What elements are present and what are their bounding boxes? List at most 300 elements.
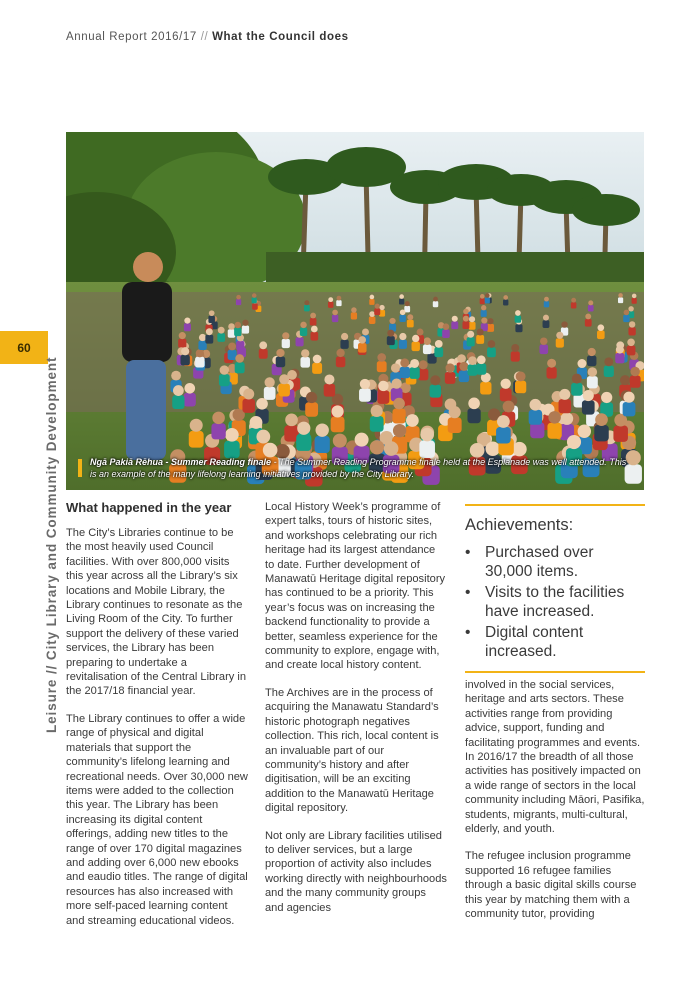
crowd-figure-body bbox=[559, 399, 572, 413]
crowd-figure-head bbox=[304, 300, 309, 305]
crowd-figure-body bbox=[296, 337, 304, 346]
crowd-figure-head bbox=[378, 381, 388, 391]
bullet-icon: • bbox=[465, 544, 471, 561]
crowd-figure-body bbox=[300, 328, 307, 336]
bullet-icon: • bbox=[465, 584, 471, 601]
crowd-figure-head bbox=[588, 300, 593, 305]
crowd-figure-head bbox=[235, 322, 241, 328]
crowd-figure-body bbox=[351, 312, 357, 319]
crowd-figure-head bbox=[627, 338, 635, 346]
paragraph: The City’s Libraries continue to be the most heavily used Council facilities. With over 800,000 visits this year across all the Library’s six locations and Mobile Library, the Library continues to resonate as the Living Room of the City. To further support the delivery of these varied services, the Library has been preparing to undertake a revitalisation of the Central Library in the 2017/18 financial year. bbox=[66, 527, 247, 698]
column-2 bbox=[265, 500, 447, 928]
crowd-figure-body bbox=[324, 384, 335, 397]
crowd-figure-body bbox=[604, 366, 614, 377]
page-number: 60 bbox=[17, 340, 31, 355]
crowd-figure-body bbox=[358, 343, 367, 353]
achievement-item bbox=[465, 543, 645, 581]
crowd-figure-head bbox=[184, 383, 195, 394]
report-title: Annual Report 2016/17 bbox=[66, 31, 197, 43]
crowd-figure-head bbox=[336, 349, 344, 357]
crowd-figure-head bbox=[316, 423, 329, 436]
crowd-figure-body bbox=[543, 320, 550, 328]
crowd-figure-head bbox=[393, 424, 406, 437]
crowd-figure-head bbox=[362, 329, 369, 336]
crowd-figure-body bbox=[480, 382, 491, 395]
crowd-figure-body bbox=[315, 436, 330, 453]
crowd-figure-head bbox=[417, 329, 424, 336]
event-photo bbox=[66, 132, 644, 490]
crowd-figure-head bbox=[236, 295, 241, 300]
crowd-figure-head bbox=[567, 435, 581, 449]
crowd-figure-body bbox=[585, 319, 592, 327]
crowd-figure-body bbox=[467, 364, 477, 375]
crowd-figure-body bbox=[242, 325, 249, 333]
crowd-figure-head bbox=[516, 371, 526, 381]
crowd-figure-body bbox=[476, 364, 486, 375]
crowd-figure-head bbox=[184, 318, 190, 324]
paragraph: The refugee inclusion programme supported 16 refugee families through a basic digital skills course this year by matching them with a community tutor, providing bbox=[465, 850, 637, 921]
crowd-figure-head bbox=[256, 398, 268, 410]
crowd-figure-head bbox=[543, 315, 549, 321]
crowd-figure-body bbox=[451, 321, 458, 329]
crowd-figure-head bbox=[548, 411, 561, 424]
crowd-figure-body bbox=[597, 331, 605, 340]
crowd-figure-head bbox=[265, 377, 275, 387]
crowd-figure-body bbox=[467, 408, 480, 423]
caption-title: Ngā Pakiā Rēhua - Summer Reading finale bbox=[90, 457, 272, 467]
crowd-figure-body bbox=[399, 299, 404, 305]
crowd-figure-head bbox=[301, 349, 309, 357]
crowd-figure-head bbox=[332, 310, 338, 316]
crowd-figure-head bbox=[279, 374, 289, 384]
crowd-figure-head bbox=[630, 367, 640, 377]
crowd-figure-body bbox=[228, 329, 236, 337]
crowd-figure-body bbox=[242, 399, 255, 413]
crowd-figure-head bbox=[423, 337, 431, 345]
crowd-figure-head bbox=[430, 375, 440, 385]
caption-accent-bar bbox=[78, 459, 82, 477]
crowd-figure-body bbox=[387, 336, 395, 345]
crowd-figure-head bbox=[399, 294, 404, 299]
crowd-figure-body bbox=[228, 350, 237, 360]
crowd-figure-body bbox=[544, 301, 549, 307]
crowd-figure-head bbox=[571, 298, 576, 303]
crowd-figure-head bbox=[485, 293, 490, 298]
crowd-figure-head bbox=[220, 365, 229, 374]
paragraph: The Library continues to offer a wide range of physical and digital materials that support the community’s lifelong learning and recreational needs. Over 30,000 new items were added to the collection this year. The Library has been increasing its digital content offerings, adding new titles to the range of over 170 digital magazines and adding over 6,000 new ebooks and eaudio titles. The range of digital resources has also increased with more self-paced learning content and streaming educational videos. bbox=[66, 712, 248, 927]
crowd-figure-head bbox=[488, 340, 496, 348]
crowd-figure-body bbox=[328, 302, 334, 308]
crowd-figure-head bbox=[313, 355, 322, 364]
crowd-figure-head bbox=[306, 392, 317, 403]
paragraph: The Archives are in the process of acquiring the Manawatu Standard’s historic photograph negatives collection. This rich, local content is an invaluable part of our community’s history and after digitisation, will be an exciting addition to the Manawatū Heritage digital repository. bbox=[265, 686, 439, 815]
crowd-figure-head bbox=[583, 390, 594, 401]
crowd-figure-body bbox=[503, 299, 508, 305]
crowd-figure-body bbox=[476, 335, 484, 344]
crowd-figure-head bbox=[297, 422, 310, 435]
crowd-figure-body bbox=[442, 330, 450, 338]
crowd-figure-head bbox=[371, 405, 383, 417]
crowd-figure-head bbox=[628, 306, 633, 311]
crowd-figure-head bbox=[561, 321, 567, 327]
crowd-figure-body bbox=[500, 388, 512, 401]
crowd-figure-head bbox=[256, 430, 270, 444]
crowd-figure-head bbox=[209, 310, 215, 316]
crowd-figure-body bbox=[331, 417, 345, 433]
crowd-figure-head bbox=[276, 349, 284, 357]
crowd-figure-head bbox=[480, 294, 485, 299]
crowd-figure-body bbox=[305, 402, 318, 416]
crowd-figure-body bbox=[481, 310, 487, 317]
crowd-figure-body bbox=[587, 376, 598, 388]
crowd-figure-head bbox=[190, 419, 203, 432]
crowd-figure-head bbox=[387, 330, 394, 337]
crowd-figure-head bbox=[337, 296, 342, 301]
achievements-title: Achievements: bbox=[465, 516, 574, 534]
crowd-figure-head bbox=[515, 310, 521, 316]
crowd-figure-body bbox=[546, 367, 556, 379]
paragraph: Not only are Library facilities utilised to deliver services, but a large proportion of activity also includes working directly with neighbourhoods and the many community groups and agencies bbox=[265, 829, 447, 914]
crowd-figure-head bbox=[228, 342, 236, 350]
paragraph: Local History Week’s programme of expert talks, tours of historic sites, and workshops celebrating our rich heritage had its largest attendance to date. Further development of Manawatū Heritage digital repository has continued to be a priority. This year’s focus was on increasing the backend functionality to provide a better, seamless experience for the community to explore, engage with, and create local history content. bbox=[265, 501, 446, 672]
crowd-figure-head bbox=[632, 294, 637, 299]
crowd-figure-body bbox=[623, 402, 636, 416]
crowd-figure-head bbox=[561, 412, 574, 425]
achievements-box bbox=[465, 504, 645, 673]
crowd-figure-body bbox=[623, 315, 629, 322]
crowd-figure-body bbox=[469, 322, 476, 330]
crowd-figure-head bbox=[218, 327, 225, 334]
crowd-figure-body bbox=[310, 332, 318, 341]
crowd-figure-head bbox=[629, 321, 635, 327]
crowd-figure-body bbox=[234, 328, 241, 336]
crowd-figure-body bbox=[369, 317, 376, 324]
crowd-figure-head bbox=[620, 375, 630, 385]
running-header bbox=[66, 31, 349, 43]
crowd-figure-head bbox=[470, 443, 485, 458]
crowd-figure-body bbox=[276, 357, 285, 368]
crowd-figure-body bbox=[433, 301, 438, 307]
crowd-figure-head bbox=[449, 406, 461, 418]
crowd-figure-body bbox=[407, 320, 414, 328]
crowd-figure-head bbox=[601, 392, 612, 403]
crowd-figure-head bbox=[199, 334, 206, 341]
crowd-figure-body bbox=[515, 381, 526, 394]
crowd-figure-body bbox=[462, 321, 469, 329]
crowd-figure-head bbox=[173, 385, 184, 396]
crowd-figure-head bbox=[616, 346, 624, 354]
crowd-figure-body bbox=[236, 299, 241, 305]
crowd-figure-body bbox=[430, 385, 442, 398]
crowd-figure-body bbox=[219, 374, 230, 386]
crowd-figure-head bbox=[556, 332, 563, 339]
crowd-figure-head bbox=[400, 309, 406, 315]
crowd-figure-body bbox=[515, 324, 522, 332]
crowd-figure-head bbox=[407, 314, 413, 320]
crowd-figure-head bbox=[370, 295, 375, 300]
crowd-figure-body bbox=[618, 297, 623, 303]
crowd-figure-head bbox=[477, 329, 484, 336]
crowd-figure-body bbox=[529, 410, 542, 425]
crowd-figure-head bbox=[406, 414, 419, 427]
crowd-figure-head bbox=[468, 356, 477, 365]
crowd-figure-body bbox=[184, 323, 191, 331]
crowd-figure-head bbox=[578, 425, 591, 438]
crowd-figure-head bbox=[300, 322, 306, 328]
crowd-figure-head bbox=[512, 442, 527, 457]
crowd-figure-head bbox=[577, 359, 586, 368]
crowd-figure-body bbox=[582, 400, 595, 414]
crowd-figure-head bbox=[559, 389, 570, 400]
crowd-figure-head bbox=[310, 313, 316, 319]
crowd-figure-head bbox=[324, 374, 334, 384]
crowd-figure-head bbox=[375, 304, 380, 309]
crowd-figure-head bbox=[384, 441, 399, 456]
crowd-figure-body bbox=[374, 308, 380, 315]
crowd-figure-head bbox=[487, 318, 493, 324]
achievement-text: Purchased over 30,000 items. bbox=[485, 544, 594, 580]
column-3 bbox=[465, 678, 647, 935]
column-1 bbox=[66, 500, 249, 941]
crowd-figure-body bbox=[282, 339, 290, 348]
crowd-figure-head bbox=[503, 295, 508, 300]
crowd-figure-head bbox=[623, 392, 634, 403]
photo-illustration bbox=[66, 132, 644, 490]
crowd-figure-body bbox=[628, 327, 635, 335]
crowd-figure-head bbox=[242, 320, 248, 326]
crowd-figure-head bbox=[443, 323, 450, 330]
crowd-figure-body bbox=[336, 300, 341, 306]
crowd-figure-body bbox=[189, 431, 204, 448]
crowd-figure-body bbox=[487, 347, 496, 357]
crowd-figure-head bbox=[311, 326, 318, 333]
crowd-figure-head bbox=[469, 316, 475, 322]
crowd-figure-body bbox=[485, 298, 490, 304]
crowd-figure-head bbox=[588, 348, 596, 356]
crowd-figure-head bbox=[225, 428, 239, 442]
crowd-figure-body bbox=[511, 351, 520, 361]
crowd-figure-body bbox=[547, 423, 561, 439]
crowd-figure-body bbox=[539, 344, 548, 354]
crowd-figure-head bbox=[624, 310, 630, 316]
crowd-figure-body bbox=[278, 384, 289, 397]
crowd-figure-body bbox=[615, 353, 624, 363]
crowd-figure-body bbox=[613, 426, 628, 442]
crowd-figure-body bbox=[423, 344, 432, 354]
crowd-figure-body bbox=[300, 357, 310, 368]
crowd-figure-head bbox=[405, 301, 410, 306]
crowd-figure-body bbox=[296, 434, 311, 451]
crowd-figure-body bbox=[496, 427, 511, 443]
achievement-item bbox=[465, 583, 645, 621]
crowd-figure-body bbox=[224, 441, 240, 459]
crowd-figure-body bbox=[399, 340, 407, 349]
crowd-figure-body bbox=[211, 423, 225, 439]
crowd-figure-body bbox=[340, 340, 348, 349]
crowd-figure-head bbox=[196, 349, 204, 357]
crowd-figure-body bbox=[487, 324, 494, 332]
crowd-figure-head bbox=[282, 332, 289, 339]
crowd-figure-body bbox=[571, 302, 577, 308]
crowd-figure-head bbox=[235, 354, 244, 363]
crowd-figure-head bbox=[399, 333, 406, 340]
crowd-figure-body bbox=[370, 416, 384, 432]
crowd-figure-head bbox=[179, 332, 186, 339]
side-section-label: Leisure // City Library and Community Development bbox=[44, 356, 59, 733]
caption-text: - The Summer Reading Programme finale held at the Esplanade was well attended. This is an example of the many lifelong learning initiatives provided by the City Library. bbox=[90, 457, 627, 479]
crowd-figure-body bbox=[419, 440, 435, 458]
crowd-figure-head bbox=[457, 354, 466, 363]
achievement-text: Digital content increased. bbox=[485, 624, 584, 660]
crowd-figure-head bbox=[243, 388, 254, 399]
crowd-figure-head bbox=[355, 433, 369, 447]
crowd-figure-head bbox=[598, 324, 605, 331]
crowd-figure-head bbox=[369, 311, 375, 317]
crowd-figure-head bbox=[547, 359, 556, 368]
crowd-figure-head bbox=[463, 309, 469, 315]
section-title: What the Council does bbox=[212, 31, 349, 43]
crowd-figure-head bbox=[370, 440, 384, 454]
crowd-figure-body bbox=[467, 337, 475, 346]
crowd-figure-head bbox=[391, 378, 401, 388]
crowd-figure-body bbox=[412, 342, 420, 351]
crowd-figure-head bbox=[391, 363, 400, 372]
crowd-figure-head bbox=[477, 355, 486, 364]
crowd-figure-body bbox=[336, 357, 345, 368]
crowd-figure-head bbox=[595, 413, 608, 426]
crowd-figure-head bbox=[485, 441, 500, 456]
crowd-figure-head bbox=[445, 363, 454, 372]
paragraph: involved in the social services, heritage and arts sectors. These activities range from providing advice, support, funding and facilitating programmes and events. In 2016/17 the breadth of all those activities has positively impacted on a wide range of sectors in the local community including Māori, Pasifika, students, migrants, multi-cultural, elderly, and youth. bbox=[465, 679, 645, 836]
crowd-figure-head bbox=[467, 331, 474, 338]
crowd-figure-body bbox=[588, 305, 594, 311]
crowd-figure-body bbox=[252, 303, 258, 309]
crowd-figure-head bbox=[618, 293, 623, 298]
crowd-figure-body bbox=[304, 305, 310, 311]
crowd-figure-body bbox=[632, 298, 637, 304]
crowd-figure-head bbox=[503, 401, 515, 413]
crowd-figure-body bbox=[205, 335, 213, 344]
photo-caption bbox=[90, 457, 630, 480]
crowd-figure-body bbox=[310, 318, 317, 326]
crowd-figure-head bbox=[228, 323, 235, 330]
crowd-figure-head bbox=[604, 357, 613, 366]
crowd-figure-body bbox=[172, 395, 184, 409]
crowd-figure-head bbox=[341, 333, 348, 340]
crowd-figure-head bbox=[351, 307, 356, 312]
crowd-figure-head bbox=[333, 434, 347, 448]
crowd-figure-body bbox=[399, 315, 405, 322]
crowd-figure-head bbox=[410, 359, 419, 368]
crowd-figure-head bbox=[419, 360, 428, 369]
crowd-figure-head bbox=[511, 344, 519, 352]
crowd-figure-body bbox=[180, 355, 189, 366]
crowd-figure-body bbox=[445, 372, 456, 384]
crowd-figure-head bbox=[181, 347, 189, 355]
crowd-figure-head bbox=[540, 337, 548, 345]
crowd-figure-head bbox=[585, 313, 591, 319]
crowd-figure-head bbox=[463, 316, 469, 322]
crowd-figure-head bbox=[263, 443, 278, 458]
crowd-figure-body bbox=[359, 388, 371, 401]
bullet-icon: • bbox=[465, 624, 471, 641]
crowd-figure-body bbox=[377, 390, 389, 403]
crowd-figure-body bbox=[571, 383, 582, 396]
crowd-figure-head bbox=[544, 297, 549, 302]
crowd-figure-head bbox=[497, 415, 510, 428]
crowd-figure-head bbox=[212, 412, 225, 425]
crowd-figure-head bbox=[252, 293, 257, 298]
crowd-figure-head bbox=[435, 340, 443, 348]
crowd-figure-head bbox=[250, 416, 263, 429]
crowd-figure-head bbox=[332, 405, 344, 417]
crowd-figure-head bbox=[501, 379, 511, 389]
crowd-figure-head bbox=[400, 358, 409, 367]
crowd-figure-body bbox=[587, 356, 596, 367]
crowd-figure-body bbox=[217, 333, 225, 342]
crowd-figure-body bbox=[184, 393, 196, 407]
crowd-figure-head bbox=[481, 317, 487, 323]
crowd-figure-head bbox=[206, 328, 213, 335]
achievement-item bbox=[465, 623, 645, 661]
crowd-figure-body bbox=[195, 357, 205, 368]
crowd-figure-head bbox=[452, 316, 458, 322]
crowd-figure-body bbox=[252, 298, 257, 304]
crowd-figure-body bbox=[236, 341, 244, 350]
crowd-figure-body bbox=[259, 349, 268, 359]
crowd-figure-head bbox=[359, 336, 366, 343]
crowd-figure-body bbox=[448, 417, 462, 433]
crowd-figure-head bbox=[328, 297, 333, 302]
crowd-figure-head bbox=[588, 367, 598, 377]
crowd-figure-head bbox=[433, 297, 438, 302]
crowd-figure-head bbox=[459, 362, 468, 371]
crowd-figure-head bbox=[171, 371, 181, 381]
achievements-list bbox=[465, 543, 645, 661]
crowd-figure-body bbox=[369, 299, 374, 305]
crowd-figure-head bbox=[572, 374, 582, 384]
crowd-figure-head bbox=[360, 379, 370, 389]
crowd-figure-body bbox=[332, 315, 338, 322]
crowd-figure-head bbox=[379, 305, 384, 310]
crowd-figure-body bbox=[400, 367, 410, 379]
crowd-figure-body bbox=[480, 298, 485, 304]
crowd-figure-body bbox=[594, 425, 608, 441]
crowd-figure-body bbox=[434, 347, 443, 357]
crowd-figure-body bbox=[630, 376, 641, 388]
crowd-figure-body bbox=[312, 363, 322, 374]
crowd-figure-head bbox=[393, 398, 405, 410]
crowd-figure-head bbox=[420, 428, 434, 442]
crowd-figure-head bbox=[468, 398, 480, 410]
crowd-figure-body bbox=[627, 346, 636, 356]
crowd-figure-body bbox=[264, 387, 276, 400]
crowd-figure-head bbox=[285, 413, 298, 426]
crowd-figure-head bbox=[529, 399, 541, 411]
crowd-figure-body bbox=[235, 362, 245, 373]
crowd-figure-head bbox=[481, 305, 486, 310]
page-number-tab bbox=[0, 331, 48, 364]
crowd-figure-head bbox=[259, 341, 267, 349]
crowd-figure-body bbox=[377, 361, 387, 372]
crowd-figure-head bbox=[377, 353, 386, 362]
crowd-figure-body bbox=[556, 338, 564, 347]
achievement-text: Visits to the facilities have increased. bbox=[485, 584, 625, 620]
crowd-figure-body bbox=[178, 339, 186, 348]
crowd-figure-body bbox=[409, 367, 419, 379]
crowd-figure-head bbox=[412, 335, 419, 342]
section-heading: What happened in the year bbox=[66, 500, 232, 515]
